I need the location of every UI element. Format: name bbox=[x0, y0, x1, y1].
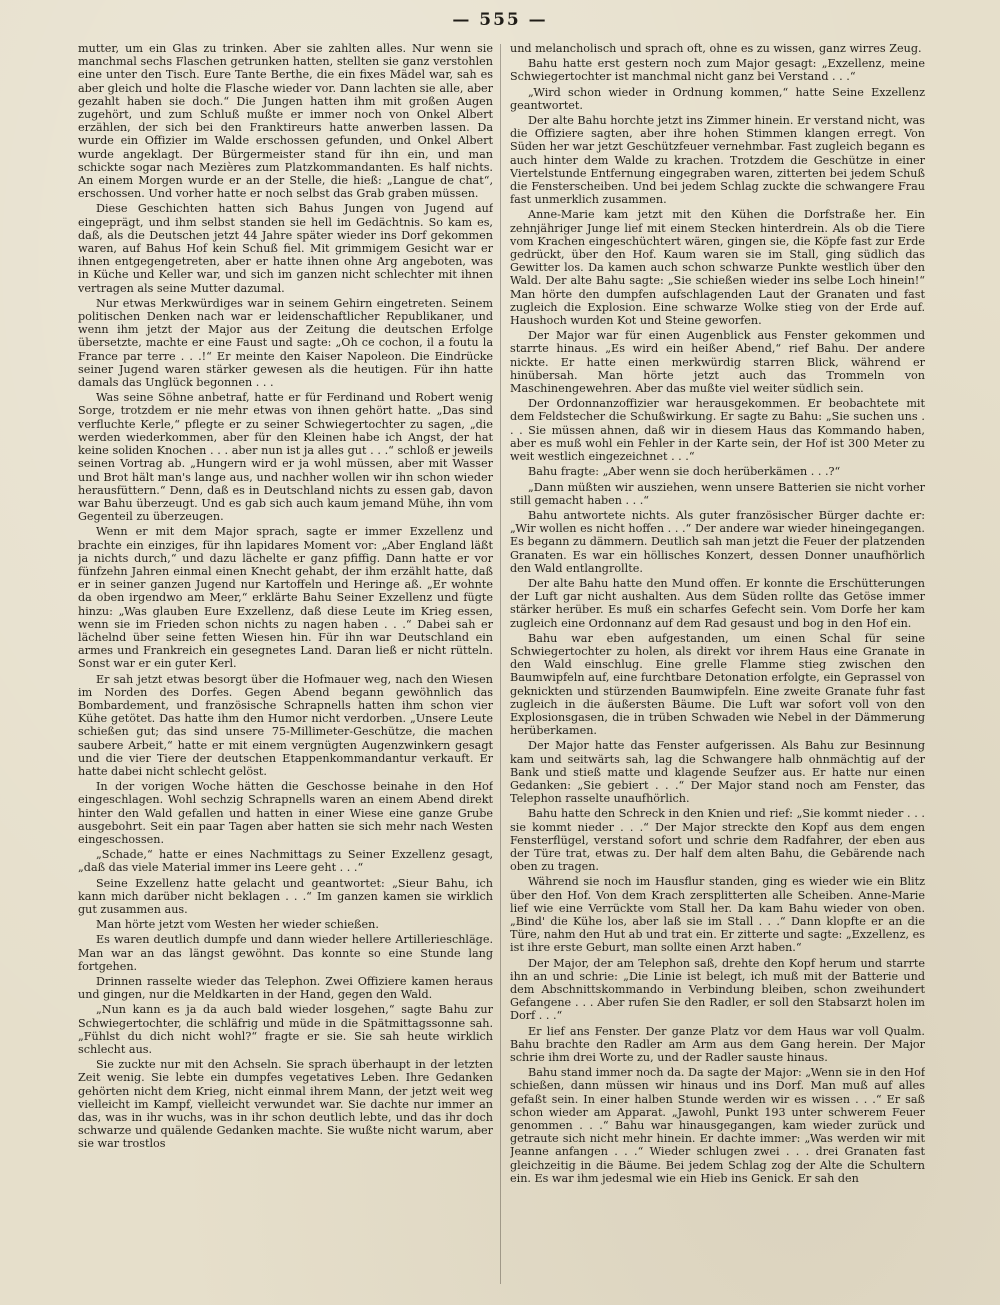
paragraph: Es waren deutlich dumpfe und dann wieder hellere Artillerieschläge. Man war an das längst gewöhnt. Das konnte so eine Stunde lang fortgehen. bbox=[78, 933, 493, 973]
paragraph: Diese Geschichten hatten sich Bahus Jungen von Jugend auf eingeprägt, und ihm selbst standen sie hell im Gedächtnis. So kam es, daß, als die Deutschen jetzt 44 Jahre später wieder ins Dorf gekommen waren, auf Bahus Hof kein Schuß fiel. Mit grimmigem Gesicht war er ihnen entgegengetreten, aber er hatte ihnen ohne Arg angeboten, was in Küche und Keller war, und sich im ganzen nicht schlechter mit ihnen vertragen als seine Mutter dazumal. bbox=[78, 202, 493, 295]
paragraph: Drinnen rasselte wieder das Telephon. Zwei Offiziere kamen heraus und gingen, nur die Meldkarten in der Hand, gegen den Wald. bbox=[78, 975, 493, 1002]
paragraph: Bahu antwortete nichts. Als guter französischer Bürger dachte er: „Wir wollen es nicht hoffen . . .“ Der andere war wieder hineingegangen. Es begann zu dämmern. Deutlich sah man jetzt die Feuer der platzenden Granaten. Es war ein höllisches Konzert, dessen Donner unaufhörlich den Wald entlangrollte. bbox=[510, 508, 925, 575]
paragraph: Der Ordonnanzoffizier war herausgekommen. Er beobachtete mit dem Feldstecher die Schußwirkung. Er sagte zu Bahu: „Sie suchen uns . . . Sie müssen ahnen, daß wir in diesem Haus das Kommando haben, aber es muß wohl ein Fehler in der Karte sein, der Hof ist 300 Meter zu weit westlich eingezeichnet . . .“ bbox=[510, 397, 925, 464]
paragraph: „Nun kann es ja da auch bald wieder losgehen,“ sagte Bahu zur Schwiegertochter, die schläfrig und müde in die Spätmittagssonne sah. „Fühlst du dich nicht wohl?“ fragte er sie. Sie sah heute wirklich schlecht aus. bbox=[78, 1003, 493, 1057]
paragraph: Bahu hatte erst gestern noch zum Major gesagt: „Exzellenz, meine Schwiegertochter ist manchmal nicht ganz bei Verstand . . .“ bbox=[510, 57, 925, 84]
paragraph: „Wird schon wieder in Ordnung kommen,“ hatte Seine Exzellenz geantwortet. bbox=[510, 85, 925, 112]
paragraph: Er sah jetzt etwas besorgt über die Hofmauer weg, nach den Wiesen im Norden des Dorfes. Gegen Abend begann gewöhnlich das Bombardement, und französische Schrapnells hatten ihm schon vier Kühe getötet. Das hatte ihm den Humor nicht verdorben. „Unsere Leute schießen gut; das sind unsere 75-Millimeter-Geschütze, die machen saubere Arbeit,“ hatte er mit einem vergnügten Augenzwinkern gesagt und die vier Tiere der deutschen Etappenkommandantur verkauft. Er hatte dabei nicht schlecht gelöst. bbox=[78, 672, 493, 778]
page-number: — 555 — bbox=[452, 10, 548, 30]
paragraph: Bahu hatte den Schreck in den Knien und rief: „Sie kommt nieder . . . sie kommt nieder . . .“ Der Major streckte den Kopf aus dem engen Fensterflügel, verstand sofort und schrie dem Radfahrer, der eben aus der Türe trat, etwas zu. Der half dem alten Bahu, die Gebärende nach oben zu tragen. bbox=[510, 807, 925, 874]
paragraph: Sie zuckte nur mit den Achseln. Sie sprach überhaupt in der letzten Zeit wenig. Sie lebte ein dumpfes vegetatives Leben. Ihre Gedanken gehörten nicht dem Krieg, nicht einmal ihrem Mann, der jetzt weit weg vielleicht im Kampf, vielleicht verwundet war. Sie dachte nur immer an das, was in ihr wuchs, was in ihr schon deutlich lebte, und das ihr doch schwarze und quälende Gedanken machte. Sie wußte nicht warum, aber sie war trostlos bbox=[78, 1058, 493, 1151]
paragraph: Man hörte jetzt vom Westen her wieder schießen. bbox=[96, 918, 379, 932]
paragraph: Während sie noch im Hausflur standen, ging es wieder wie ein Blitz über den Hof. Von dem Krach zersplitterten alle Scheiben. Anne-Marie lief wie eine Verrückte vom Stall her. Da kam Bahu wieder von oben. „Bind' die Kühe los, aber laß sie im Stall . . .“ Dann klopfte er an die Türe, nahm den Hut ab und trat ein. Er zitterte und sagte: „Exzellenz, es ist ihre erste Geburt, man sollte einen Arzt haben.“ bbox=[510, 875, 925, 955]
paragraph: Anne-Marie kam jetzt mit den Kühen die Dorfstraße her. Ein zehnjähriger Junge lief mit einem Stecken hinterdrein. Als ob die Tiere vom Krachen eingeschüchtert wären, gingen sie, die Köpfe fast zur Erde gedrückt, über den Hof. Kaum waren sie im Stall, ging südlich das Gewitter los. Da kamen auch schon schwarze Punkte westlich über den Wald. Der alte Bahu sagte: „Sie schießen wieder ins selbe Loch hinein!“ Man hörte den dumpfen aufschlagenden Laut der Granaten und fast zugleich die Explosion. Eine schwarze Wolke stieg von der Erde auf. Haushoch wurden Kot und Steine geworfen. bbox=[510, 208, 925, 328]
paragraph: Bahu stand immer noch da. Da sagte der Major: „Wenn sie in den Hof schießen, dann müssen wir hinaus und ins Dorf. Man muß auf alles gefaßt sein. In einer halben Stunde werden wir es wissen . . .“ Er saß schon wieder am Apparat. „Jawohl, Punkt 193 unter schwerem Feuer genommen . . .“ Bahu war hinausgegangen, kam wieder zurück und getraute sich nicht mehr hinein. Er dachte immer: „Was werden wir mit Jeanne anfangen . . .“ Wieder schlugen zwei . . . drei Granaten fast gleichzeitig in die Bäume. Bei jedem Schlag zog der Alte die Schultern ein. Es war ihm jedesmal wie ein Hieb ins Genick. Er sah den bbox=[510, 1066, 925, 1185]
paragraph: Wenn er mit dem Major sprach, sagte er immer Exzellenz und brachte ein einziges, für ihn lapidares Moment vor: „Aber England läßt ja nichts durch,“ und dazu lächelte er ganz pfiffig. Dann hatte er vor fünfzehn Jahren einmal einen Knecht gehabt, der ihm erzählt hatte, daß er in seiner ganzen Jugend nur Kartoffeln und Heringe aß. „Er wohnte da oben irgendwo am Meer,“ erklärte Bahu Seiner Exzellenz und fügte hinzu: „Was glauben Eure Exzellenz, daß diese Leute im Krieg essen, wenn sie im Frieden schon nichts zu nagen haben . . .“ Dabei sah er lächelnd über seine fetten Wiesen hin. Für ihn war Deutschland ein armes und Frankreich ein gesegnetes Land. Daran ließ er nicht rütteln. Sonst war er ein guter Kerl. bbox=[78, 525, 493, 671]
left-column bbox=[78, 42, 493, 1292]
paragraph: Was seine Söhne anbetraf, hatte er für Ferdinand und Robert wenig Sorge, trotzdem er nie mehr etwas von ihnen gehört hatte. „Das sind verfluchte Kerle,“ pflegte er zu seiner Schwiegertochter zu sagen, „die werden wiederkommen, aber für den Kleinen habe ich Angst, der hat keine soliden Knochen . . . aber nun ist ja alles gut . . .“ schloß er jeweils seinen Vortrag ab. „Hungern wird er ja wohl müssen, aber mit Wasser und Brot hält man's lange aus, und nachher wollen wir ihn schon wieder herausfüttern.“ Denn, daß es in Deutschland nichts zu essen gab, davon war Bahu überzeugt. Und es gab sich auch kaum jemand Mühe, ihn vom Gegenteil zu überzeugen. bbox=[78, 391, 493, 524]
paragraph: „Dann müßten wir ausziehen, wenn unsere Batterien sie nicht vorher still gemacht haben . . .“ bbox=[510, 480, 925, 507]
paragraph: Seine Exzellenz hatte gelacht und geantwortet: „Sieur Bahu, ich kann mich darüber nicht beklagen . . .“ Im ganzen kamen sie wirklich gut zusammen aus. bbox=[78, 876, 493, 916]
column-divider bbox=[500, 44, 501, 1284]
paragraph: Der Major war für einen Augenblick aus Fenster gekommen und starrte hinaus. „Es wird ein heißer Abend,“ rief Bahu. Der andere nickte. Er hatte einen merkwürdig starren Blick, während er hinübersah. Man hörte jetzt auch das Trommeln von Maschinengewehren. Aber das mußte viel weiter südlich sein. bbox=[510, 329, 925, 396]
paragraph: Der Major hatte das Fenster aufgerissen. Als Bahu zur Besinnung kam und seitwärts sah, lag die Schwangere halb ohnmächtig auf der Bank und stieß matte und klagende Seufzer aus. Er hatte nur einen Gedanken: „Sie gebiert . . .“ Der Major stand noch am Fenster, das Telephon rasselte unaufhörlich. bbox=[510, 739, 925, 806]
paragraph: und melancholisch und sprach oft, ohne es zu wissen, ganz wirres Zeug. bbox=[510, 42, 922, 55]
paragraph: Bahu war eben aufgestanden, um einen Schal für seine Schwiegertochter zu holen, als direkt vor ihrem Haus eine Granate in den Wald einschlug. Eine grelle Flamme stieg zwischen den Baumwipfeln auf, eine furchtbare Detonation erfolgte, ein Geprassel von geknickten und stürzenden Baumwipfeln. Eine zweite Granate fuhr fast zugleich in die äußersten Bäume. Die Luft war sofort voll von den Explosionsgasen, die in trüben Schwaden wie Nebel in der Dämmerung herüberkamen. bbox=[510, 631, 925, 738]
paragraph: In der vorigen Woche hätten die Geschosse beinahe in den Hof eingeschlagen. Wohl sechzig Schrapnells waren an einem Abend direkt hinter den Wald gefallen und hatten in einer Wiese eine ganze Grube ausgebohrt. Seit ein paar Tagen aber hatten sie sich mehr nach Westen eingeschossen. bbox=[78, 780, 493, 846]
right-column bbox=[510, 42, 925, 1292]
paragraph: „Schade,“ hatte er eines Nachmittags zu Seiner Exzellenz gesagt, „daß das viele Material immer ins Leere geht . . .“ bbox=[78, 848, 493, 875]
paragraph: Nur etwas Merkwürdiges war in seinem Gehirn eingetreten. Seinem politischen Denken nach war er leidenschaftlicher Republikaner, und wenn ihm jetzt der Major aus der Zeitung die deutschen Erfolge übersetzte, machte er eine Faust und sagte: „Oh ce cochon, il a foutu la France par terre . . .!“ Er meinte den Kaiser Napoleon. Die Eindrücke seiner Jugend waren stärker gewesen als die heutigen. Für ihn hatte damals das Unglück begonnen . . . bbox=[78, 296, 493, 390]
paragraph: Der alte Bahu hatte den Mund offen. Er konnte die Erschütterungen der Luft gar nicht aushalten. Aus dem Süden rollte das Getöse immer stärker herüber. Es muß ein scharfes Gefecht sein. Vom Dorfe her kam zugleich eine Ordonnanz auf dem Rad gesaust und bog in den Hof ein. bbox=[510, 576, 925, 630]
paragraph: mutter, um ein Glas zu trinken. Aber sie zahlten alles. Nur wenn sie manchmal sechs Flaschen getrunken hatten, stellten sie ganz verstohlen eine unter den Tisch. Eure Tante Berthe, die ein fixes Mädel war, sah es aber gleich und holte die Flasche wieder vor. Dann lachten sie alle, aber gezahlt haben sie doch.“ Die Jungen hatten ihm mit großen Augen zugehört, und zum Schluß mußte er immer noch von Onkel Albert erzählen, der sich bei den Franktireurs hatte anwerben lassen. Da wurde ein Offizier im Walde erschossen gefunden, und Onkel Albert wurde angeklagt. Der Bürgermeister stand für ihn ein, und man schickte sogar nach Mezières zum Platzkommandanten. Es half nichts. An einem Morgen wurde er an der Stelle, die hieß: „Langue de chat“, erschossen. Und vorher hatte er noch selbst das Grab graben müssen. bbox=[78, 42, 493, 201]
paragraph: Bahu fragte: „Aber wenn sie doch herüberkämen . . .?“ bbox=[528, 465, 841, 479]
paragraph: Der alte Bahu horchte jetzt ins Zimmer hinein. Er verstand nicht, was die Offiziere sagten, aber ihre hohen Stimmen klangen erregt. Von Süden her war jetzt Geschützfeuer vernehmbar. Fast zugleich begann es auch hinter dem Walde zu krachen. Trotzdem die Geschütze in einer Viertelstunde Entfernung eingegraben waren, zitterten bei jedem Schuß die Fensterscheiben. Und bei jedem Schlag zuckte die schwangere Frau fast unmerklich zusammen. bbox=[510, 114, 925, 207]
paragraph: Der Major, der am Telephon saß, drehte den Kopf herum und starrte ihn an und schrie: „Die Linie ist belegt, ich muß mit der Batterie und dem Abschnittskommando in Verbindung bleiben, schon zweihundert Gefangene . . . Aber rufen Sie den Radler, er soll den Stabsarzt holen im Dorf . . .“ bbox=[510, 956, 925, 1023]
paragraph: Er lief ans Fenster. Der ganze Platz vor dem Haus war voll Qualm. Bahu brachte den Radler am Arm aus dem Gang herein. Der Major schrie ihm drei Worte zu, und der Radler sauste hinaus. bbox=[510, 1024, 925, 1065]
